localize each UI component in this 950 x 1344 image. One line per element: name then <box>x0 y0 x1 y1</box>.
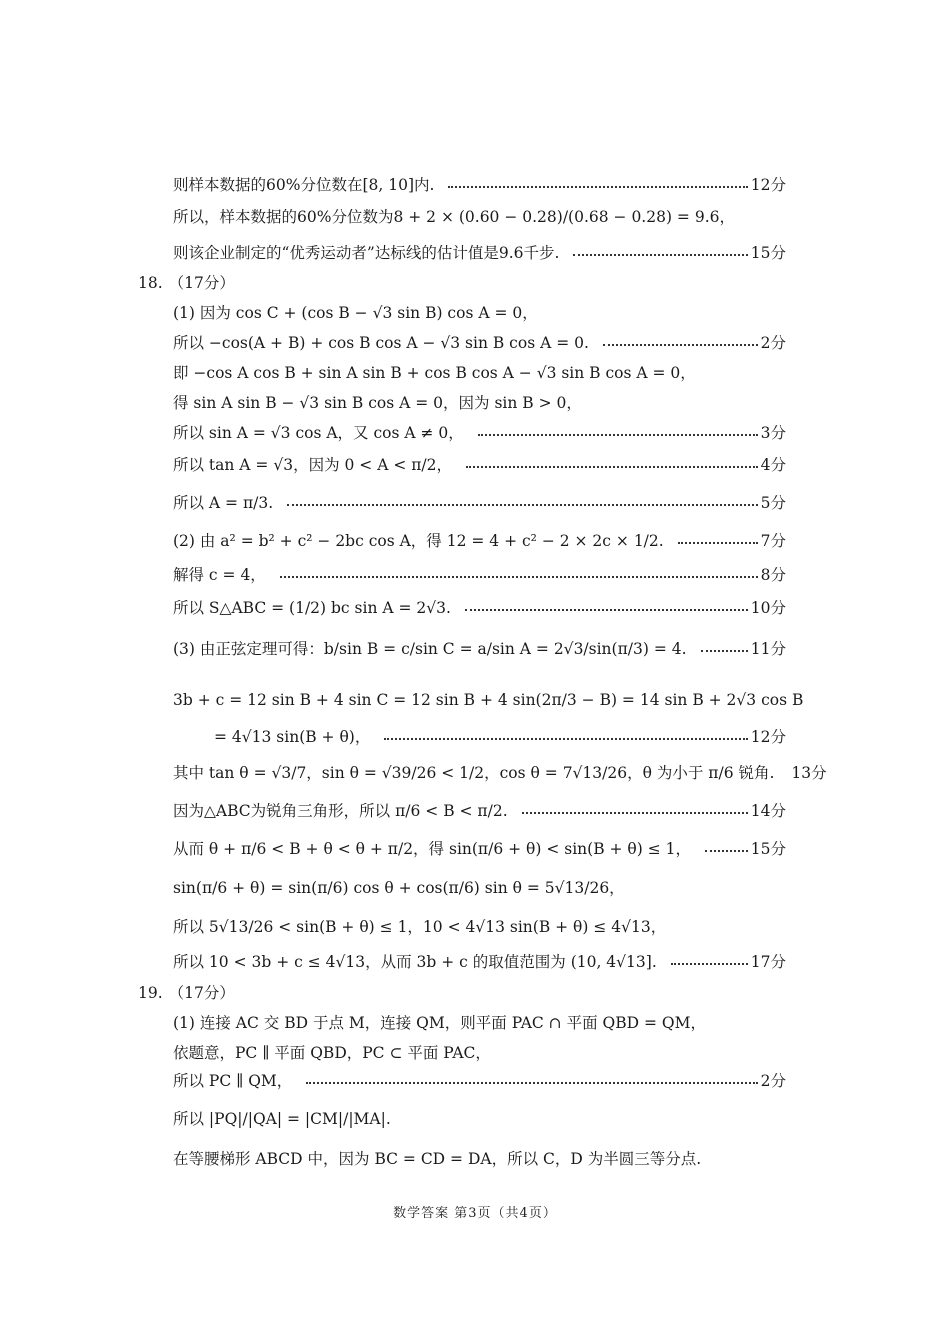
solution-line <box>173 691 804 709</box>
solution-text: (1) 连接 AC 交 BD 于点 M，连接 QM，则平面 PAC ∩ 平面 QBD = QM， <box>173 1014 706 1032</box>
solution-line <box>173 331 786 353</box>
solution-text: 所以 −cos(A + B) + cos B cos A − √3 sin B cos A = 0. <box>173 334 589 352</box>
dot-leader <box>603 344 758 346</box>
dot-leader <box>306 1082 757 1084</box>
solution-text: 所以 10 < 3b + c ≤ 4√13，从而 3b + c 的取值范围为 (10, 4√13]. <box>173 953 657 971</box>
score-mark: 4分 <box>760 456 786 474</box>
solution-line <box>173 453 786 475</box>
solution-line <box>173 563 786 585</box>
solution-text: 则样本数据的60%分位数在[8, 10]内. <box>173 176 435 194</box>
solution-line <box>173 1147 786 1169</box>
score-mark: 2分 <box>760 1072 786 1090</box>
solution-line <box>173 421 786 443</box>
solution-text: (3) 由正弦定理可得：b/sin B = c/sin C = a/sin A = 2√3/sin(π/3) = 4. <box>173 640 687 658</box>
solution-line <box>173 876 786 898</box>
dot-leader <box>701 650 748 652</box>
dot-leader <box>671 963 748 965</box>
solution-line <box>214 725 786 747</box>
solution-line <box>173 1011 786 1033</box>
solution-text: 所以 A = π/3. <box>173 494 274 512</box>
solution-text: 所以 tan A = √3，因为 0 < A < π/2， <box>173 456 453 474</box>
solution-line <box>173 596 786 618</box>
question-header <box>138 271 235 293</box>
score-mark: 11分 <box>750 640 786 658</box>
solution-text: 因为△ABC为锐角三角形，所以 π/6 < B < π/2. <box>173 802 508 820</box>
dot-leader <box>705 850 748 852</box>
dot-leader <box>573 254 747 256</box>
score-mark: 15分 <box>750 840 786 858</box>
solution-line <box>173 173 786 195</box>
solution-text: 在等腰梯形 ABCD 中，因为 BC = CD = DA，所以 C，D 为半圆三等分点. <box>173 1150 702 1168</box>
solution-line <box>173 837 786 859</box>
dot-leader <box>466 466 758 468</box>
solution-line <box>173 1041 786 1063</box>
score-mark: 2分 <box>760 334 786 352</box>
score-mark: 5分 <box>760 494 786 512</box>
solution-text: 所以 PC ∥ QM， <box>173 1072 293 1090</box>
solution-text: 所以 sin A = √3 cos A，又 cos A ≠ 0， <box>173 424 464 442</box>
solution-line <box>173 637 786 659</box>
question-points: （17分） <box>168 984 235 1002</box>
score-mark: 12分 <box>750 176 786 194</box>
solution-line <box>173 915 786 937</box>
solution-text: 其中 tan θ = √3/7，sin θ = √39/26 < 1/2，cos θ = 7√13/26，θ 为小于 π/6 锐角. <box>173 764 775 782</box>
solution-text: 解得 c = 4， <box>173 566 266 584</box>
solution-text: 依题意，PC ∥ 平面 QBD，PC ⊂ 平面 PAC， <box>173 1044 491 1062</box>
solution-line <box>173 205 786 227</box>
score-mark: 3分 <box>760 424 786 442</box>
score-mark: 7分 <box>760 532 786 550</box>
question-number: 18. <box>138 274 163 292</box>
dot-leader <box>478 434 758 436</box>
solution-text: 3b + c = 12 sin B + 4 sin C = 12 sin B + 4 sin(2π/3 − B) = 14 sin B + 2√3 cos B <box>173 691 804 709</box>
solution-text: sin(π/6 + θ) = sin(π/6) cos θ + cos(π/6) sin θ = 5√13/26， <box>173 879 625 897</box>
score-mark: 12分 <box>750 728 786 746</box>
solution-line <box>173 529 786 551</box>
score-mark: 17分 <box>750 953 786 971</box>
question-header <box>138 981 235 1003</box>
dot-leader <box>522 812 748 814</box>
solution-text: (1) 因为 cos C + (cos B − √3 sin B) cos A = 0， <box>173 304 538 322</box>
solution-line <box>173 950 786 972</box>
solution-text: 所以，样本数据的60%分位数为8 + 2 × (0.60 − 0.28)/(0.68 − 0.28) = 9.6， <box>173 208 735 226</box>
score-mark: 8分 <box>760 566 786 584</box>
solution-text: = 4√13 sin(B + θ)， <box>214 728 371 746</box>
solution-text: 则该企业制定的“优秀运动者”达标线的估计值是9.6千步. <box>173 244 560 262</box>
solution-text: (2) 由 a² = b² + c² − 2bc cos A，得 12 = 4 + c² − 2 × 2c × 1/2. <box>173 532 664 550</box>
score-mark: 13分 <box>791 764 827 782</box>
solution-line <box>173 361 786 383</box>
solution-line <box>173 1107 786 1129</box>
score-mark: 15分 <box>750 244 786 262</box>
solution-text: 从而 θ + π/6 < B + θ < θ + π/2，得 sin(π/6 + θ) < sin(B + θ) ≤ 1， <box>173 840 692 858</box>
dot-leader <box>384 738 747 740</box>
solution-line <box>173 761 827 783</box>
question-points: （17分） <box>168 274 235 292</box>
question-number: 19. <box>138 984 163 1002</box>
solution-line <box>173 491 786 513</box>
page-footer: 数学答案 第3页（共4页） <box>393 1206 557 1221</box>
solution-text: 所以 5√13/26 < sin(B + θ) ≤ 1，10 < 4√13 sin(B + θ) ≤ 4√13， <box>173 918 667 936</box>
solution-text: 即 −cos A cos B + sin A sin B + cos B cos A − √3 sin B cos A = 0， <box>173 364 696 382</box>
solution-text: 所以 S△ABC = (1/2) bc sin A = 2√3. <box>173 599 451 617</box>
solution-line <box>173 391 786 413</box>
score-mark: 10分 <box>750 599 786 617</box>
dot-leader <box>678 542 758 544</box>
solution-line <box>173 799 786 821</box>
solution-text: 所以 |PQ|/|QA| = |CM|/|MA|. <box>173 1110 391 1128</box>
dot-leader <box>465 609 748 611</box>
dot-leader <box>280 576 758 578</box>
solution-text: 得 sin A sin B − √3 sin B cos A = 0，因为 sin B > 0， <box>173 394 582 412</box>
solution-line <box>173 241 786 263</box>
dot-leader <box>287 504 757 506</box>
score-mark: 14分 <box>750 802 786 820</box>
dot-leader <box>448 186 747 188</box>
solution-line <box>173 301 786 323</box>
solution-line <box>173 1069 786 1091</box>
